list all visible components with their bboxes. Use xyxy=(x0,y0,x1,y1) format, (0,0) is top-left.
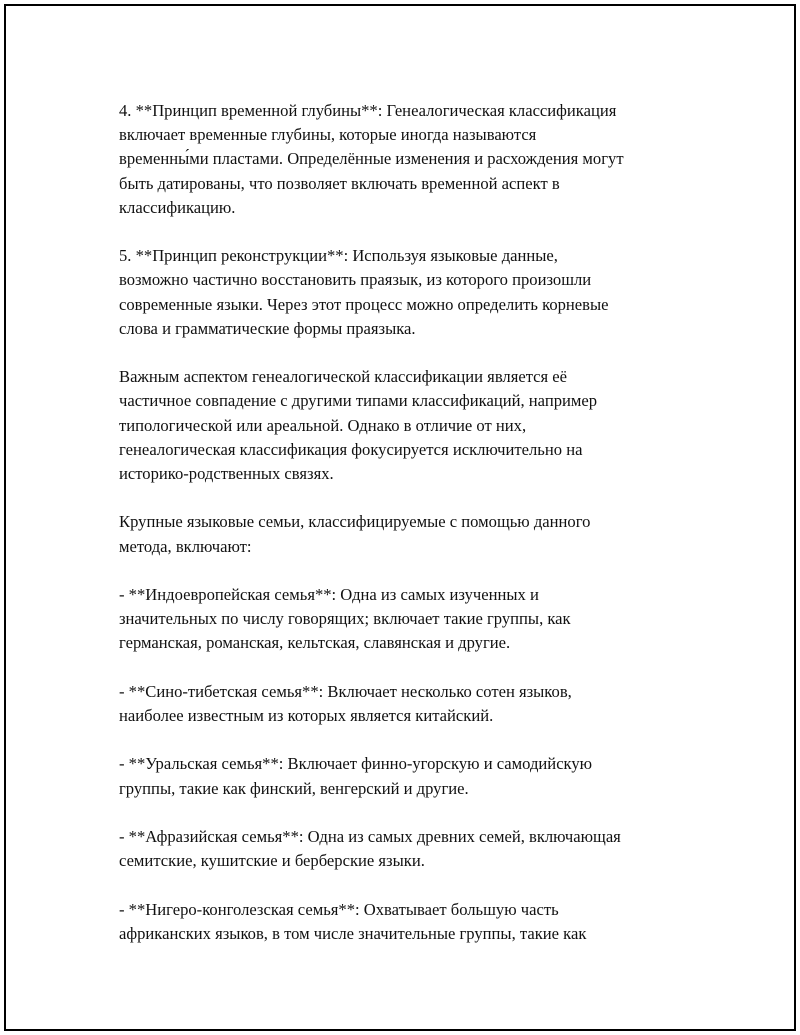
list-item-uralic xyxy=(119,752,699,800)
list-item-afroasiatic xyxy=(119,825,699,873)
text-line: слова и грамматические формы праязыка. xyxy=(119,318,416,338)
text-line: типологической или ареальной. Однако в отличие от них, xyxy=(119,415,527,435)
text-line: частичное совпадение с другими типами классификаций, например xyxy=(119,391,598,411)
text-line: метода, включают: xyxy=(119,536,252,556)
paragraph-families-intro xyxy=(119,510,699,558)
text-line: группы, такие как финский, венгерский и другие. xyxy=(119,778,469,798)
text-line: - **Индоевропейская семья**: Одна из самых изученных и xyxy=(119,585,539,604)
text-line: значительных по числу говорящих; включает такие группы, как xyxy=(119,609,571,629)
text-line: временны́ми пластами. Определённые изменения и расхождения могут xyxy=(119,149,624,169)
text-line: 5. **Принцип реконструкции**: Используя языковые данные, xyxy=(119,246,558,266)
text-line: возможно частично восстановить праязык, из которого произошли xyxy=(119,270,592,290)
text-line: Важным аспектом генеалогической классификации является её xyxy=(119,367,568,387)
text-line: - **Афразийская семья**: Одна из самых древних семей, включающая xyxy=(119,826,621,846)
text-line: - **Сино-тибетская семья**: Включает несколько сотен языков, xyxy=(119,681,572,701)
text-line: африканских языков, в том числе значительные группы, такие как xyxy=(119,923,587,943)
document-page xyxy=(4,4,796,1031)
document-body xyxy=(119,99,699,970)
paragraph-temporal-depth xyxy=(119,99,699,220)
text-line: - **Уральская семья**: Включает финно-угорскую и самодийскую xyxy=(119,754,593,774)
text-line: современные языки. Через этот процесс можно определить корневые xyxy=(119,294,609,314)
text-line: классификацию. xyxy=(119,197,236,217)
text-line: Крупные языковые семьи, классифицируемые с помощью данного xyxy=(119,512,591,532)
text-line: наиболее известным из которых является китайский. xyxy=(119,706,494,725)
text-line: - **Нигеро-конголезская семья**: Охватывает большую часть xyxy=(119,899,559,919)
list-item-sino-tibetan xyxy=(119,680,699,728)
text-line: историко-родственных связях. xyxy=(119,464,334,484)
text-line: германская, романская, кельтская, славянская и другие. xyxy=(119,633,511,653)
text-line: семитские, кушитские и берберские языки. xyxy=(119,851,425,871)
text-line: 4. **Принцип временной глубины**: Генеалогическая классификация xyxy=(119,101,617,120)
list-item-niger-congo xyxy=(119,898,699,946)
text-line: генеалогическая классификация фокусируется исключительно на xyxy=(119,439,583,459)
paragraph-overlap xyxy=(119,365,699,486)
paragraph-reconstruction xyxy=(119,244,699,341)
text-line: быть датированы, что позволяет включать временной аспект в xyxy=(119,173,560,193)
list-item-indo-european xyxy=(119,583,699,656)
text-line: включает временные глубины, которые иногда называются xyxy=(119,125,537,145)
